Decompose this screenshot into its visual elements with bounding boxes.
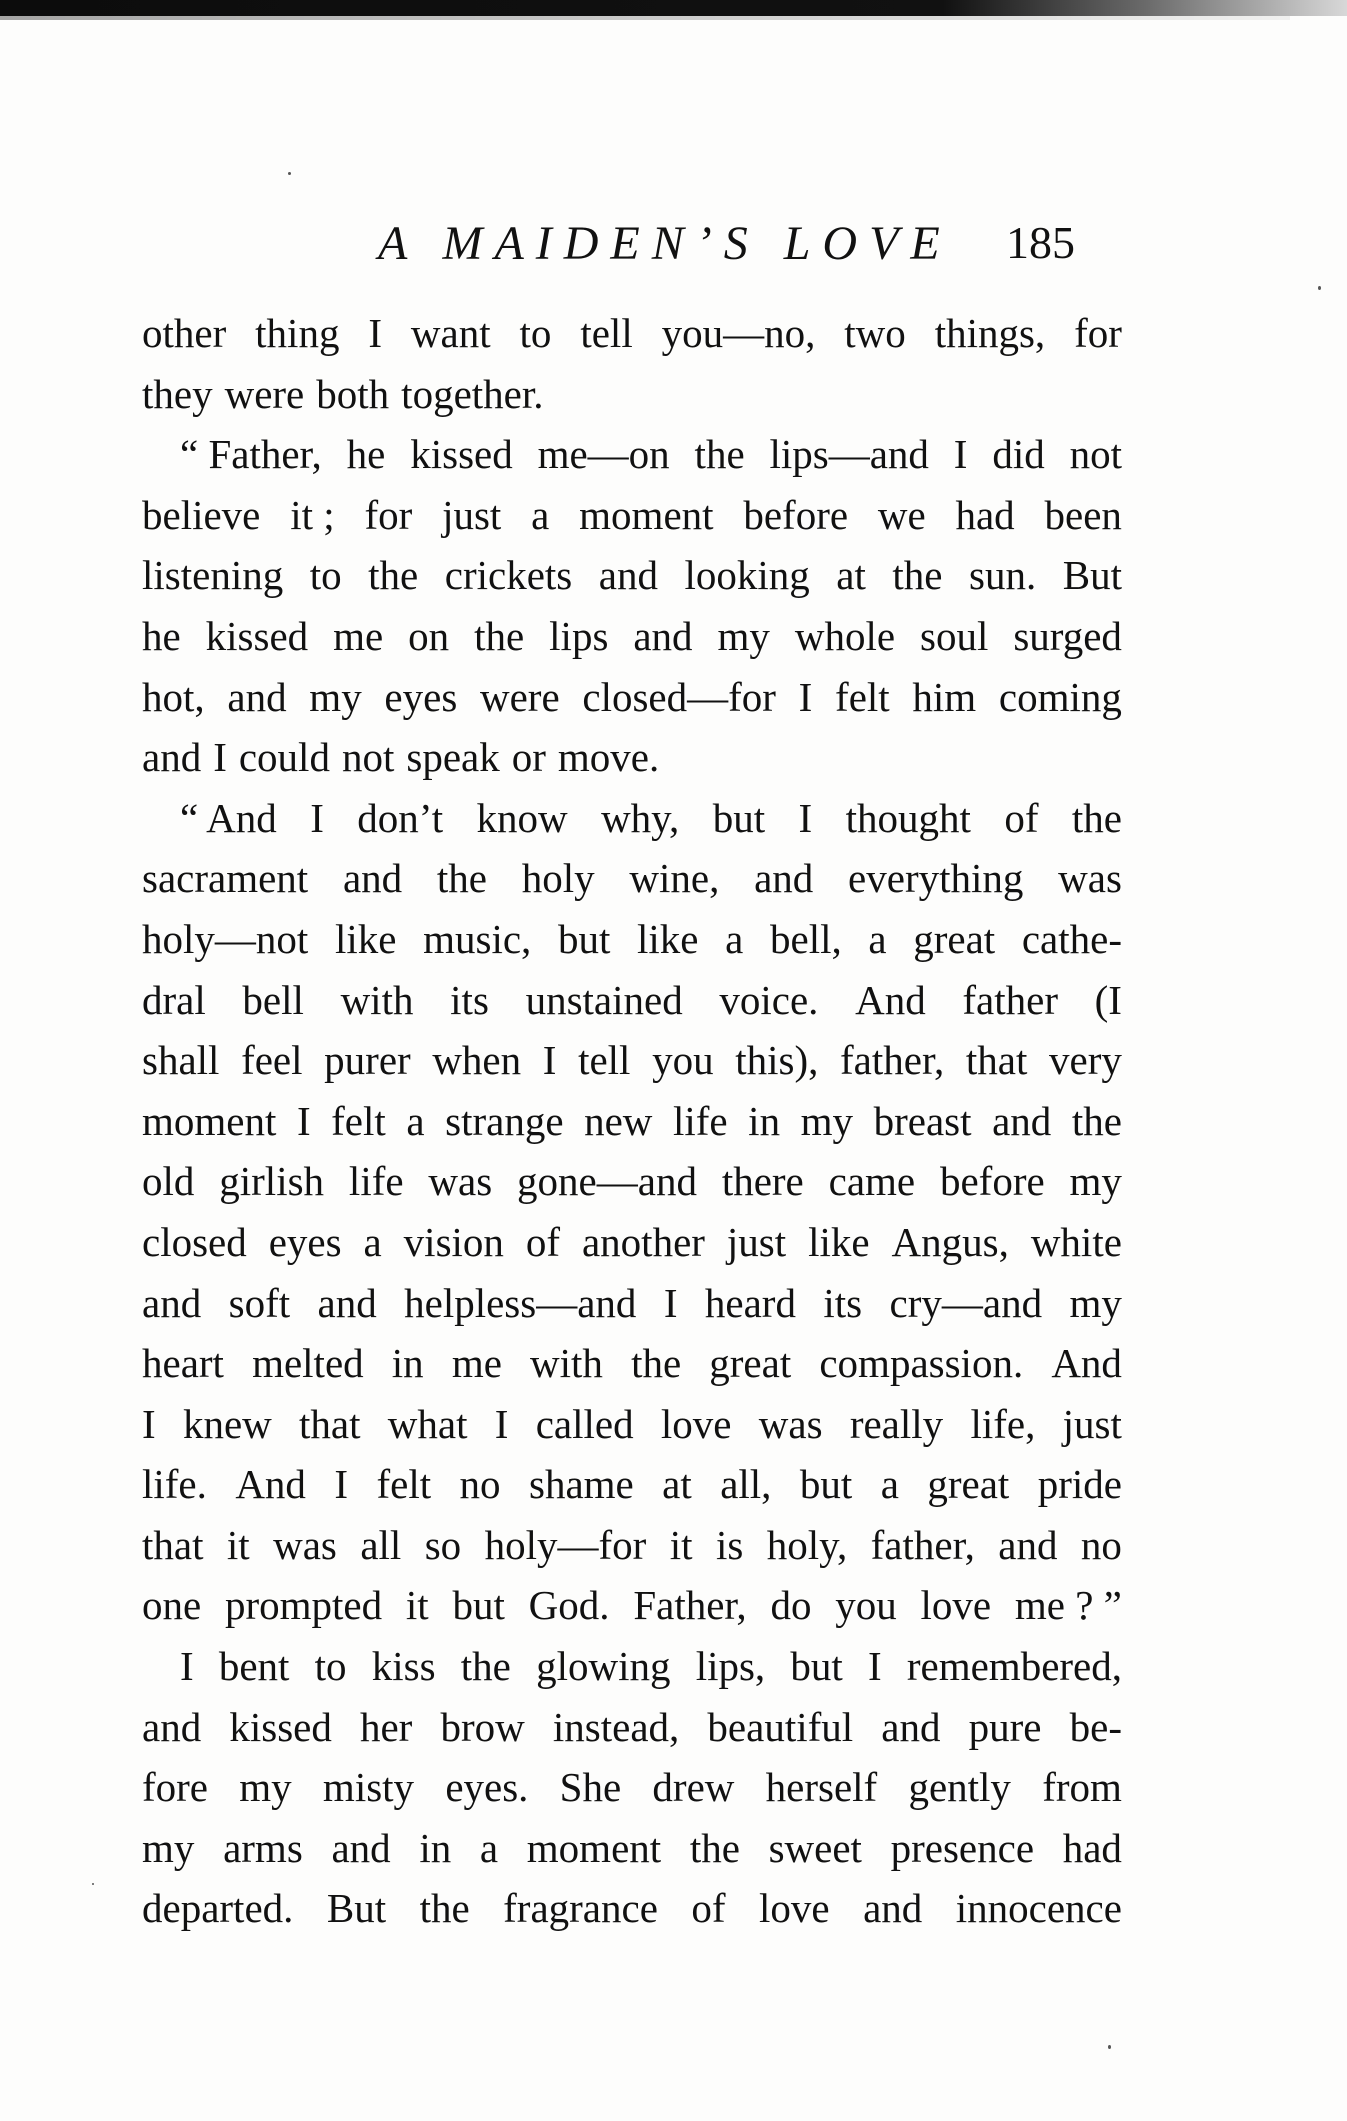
word: pure <box>968 1703 1042 1750</box>
word: it ; <box>290 491 335 538</box>
word: be- <box>1069 1703 1122 1750</box>
word: lips—and <box>769 431 929 478</box>
word: (I <box>1094 976 1122 1023</box>
word: speak <box>406 734 500 781</box>
word: me—on <box>537 431 670 478</box>
word: he <box>346 431 386 478</box>
word: soft <box>228 1279 291 1326</box>
word: or <box>511 734 546 781</box>
word: like <box>334 915 397 962</box>
paper-speck <box>1108 2045 1111 2049</box>
word: but <box>799 1461 853 1508</box>
word: I <box>213 734 227 781</box>
word: crickets <box>444 552 573 599</box>
word: cathe- <box>1021 915 1122 962</box>
word: eyes. <box>445 1764 529 1811</box>
word: gone—and <box>517 1158 697 1205</box>
word: was <box>428 1158 493 1205</box>
word: love <box>759 1885 830 1932</box>
text-line <box>142 970 1122 1031</box>
text-line <box>142 1030 1122 1091</box>
word: felt <box>835 673 890 720</box>
word: whole <box>794 612 896 659</box>
word: hot, <box>142 673 205 720</box>
word: cry—and <box>889 1279 1043 1326</box>
word: a <box>406 1097 425 1144</box>
word: why, <box>601 794 680 841</box>
word: holy—for <box>484 1521 647 1568</box>
word: compassion. <box>819 1340 1024 1387</box>
word: it <box>405 1582 429 1629</box>
word: purer <box>324 1037 411 1084</box>
word: surged <box>1013 612 1122 659</box>
word: But <box>326 1885 387 1932</box>
text-line <box>142 727 1122 788</box>
word: bell, <box>770 915 842 962</box>
word: no <box>1080 1521 1122 1568</box>
word: to <box>519 310 552 356</box>
word: were <box>480 673 560 720</box>
paper-speck <box>1318 286 1321 290</box>
word: all, <box>720 1461 772 1508</box>
word: vision <box>403 1218 504 1265</box>
word: in <box>391 1340 424 1387</box>
text-line <box>142 1454 1122 1515</box>
word: we <box>877 491 926 538</box>
word: a <box>531 491 550 538</box>
word: it <box>226 1521 250 1568</box>
word: girlish <box>219 1158 325 1205</box>
word: at <box>662 1461 692 1508</box>
text-line <box>142 545 1122 606</box>
word: drew <box>652 1764 735 1811</box>
word: he <box>142 612 181 659</box>
word: do <box>770 1582 812 1629</box>
word: with <box>530 1340 603 1387</box>
word: everything <box>848 855 1024 902</box>
text-line <box>142 1575 1122 1636</box>
word: brow <box>440 1703 525 1750</box>
text-line <box>142 1333 1122 1394</box>
paper-speck <box>92 1883 94 1885</box>
word: and <box>998 1521 1058 1568</box>
word: but <box>557 915 611 962</box>
word: gently <box>908 1764 1011 1811</box>
word: so <box>424 1521 462 1568</box>
word: I <box>368 310 383 356</box>
word: lips <box>549 612 609 659</box>
word: wine, <box>629 855 720 902</box>
word: holy, <box>766 1521 848 1568</box>
text-line <box>142 1394 1122 1455</box>
word: there <box>721 1158 804 1205</box>
word: me ? ” <box>1014 1582 1122 1629</box>
word: a <box>725 915 744 962</box>
word: And <box>855 976 926 1023</box>
word: had <box>955 491 1015 538</box>
word: a <box>363 1218 382 1265</box>
word: you—no, <box>661 310 816 356</box>
word: of <box>1004 794 1039 841</box>
word: shall <box>142 1037 220 1084</box>
word: this), <box>735 1037 819 1084</box>
word: kissed <box>229 1703 332 1750</box>
word: to <box>309 552 342 599</box>
text-line <box>142 424 1122 485</box>
word: it <box>669 1521 693 1568</box>
word: could <box>238 734 330 781</box>
word: move. <box>557 734 660 781</box>
word: breast <box>873 1097 972 1144</box>
word: the <box>460 1643 511 1690</box>
word: life. <box>142 1461 207 1508</box>
word: the <box>694 431 745 478</box>
word: instead, <box>552 1703 680 1750</box>
word: coming <box>998 673 1122 720</box>
text-line <box>142 485 1122 546</box>
word: for <box>1074 310 1122 356</box>
word: heard <box>704 1279 796 1326</box>
word: him <box>912 673 977 720</box>
word: not <box>341 734 395 781</box>
word: the <box>436 855 487 902</box>
word: bell <box>242 976 304 1023</box>
word: eyes <box>268 1218 342 1265</box>
word: feel <box>241 1037 303 1084</box>
word: sweet <box>768 1824 862 1871</box>
word: of <box>691 1885 726 1932</box>
word: believe <box>142 491 261 538</box>
word: and <box>633 612 693 659</box>
word: what <box>387 1400 468 1447</box>
word: one <box>142 1582 202 1629</box>
word: was <box>758 1400 823 1447</box>
word: She <box>559 1764 622 1811</box>
text-line <box>142 667 1122 728</box>
word: moment <box>579 491 714 538</box>
word: just <box>442 491 502 538</box>
word: just <box>726 1218 787 1265</box>
text-line <box>142 606 1122 667</box>
word: and <box>317 1279 377 1326</box>
page-number: 185 <box>1006 217 1075 268</box>
word: at <box>836 552 866 599</box>
word: did <box>992 431 1045 478</box>
text-line <box>142 1636 1122 1697</box>
word: its <box>450 976 489 1023</box>
word: when <box>432 1037 522 1084</box>
word: father, <box>840 1037 945 1084</box>
word: closed—for <box>582 673 776 720</box>
word: just <box>1062 1400 1122 1447</box>
word: for <box>364 491 413 538</box>
word: and <box>142 1279 202 1326</box>
word: great <box>927 1461 1010 1508</box>
word: been <box>1044 491 1122 538</box>
word: but <box>712 794 766 841</box>
word: thing <box>255 310 340 356</box>
word: I <box>663 1279 678 1326</box>
word: together. <box>401 370 544 417</box>
word: looking <box>684 552 810 599</box>
word: unstained <box>525 976 683 1023</box>
word: the <box>368 552 419 599</box>
word: But <box>1062 552 1122 599</box>
word: prompted <box>224 1582 383 1629</box>
word: my <box>717 612 770 659</box>
word: both <box>316 370 390 417</box>
word: called <box>535 1400 634 1447</box>
word: the <box>474 612 525 659</box>
word: Angus, <box>891 1218 1009 1265</box>
word: things, <box>934 310 1046 356</box>
word: the <box>1071 1097 1122 1144</box>
word: remembered, <box>906 1643 1122 1690</box>
word: sacrament <box>142 855 309 902</box>
word: really <box>849 1400 944 1447</box>
word: I <box>868 1643 882 1690</box>
word: I <box>542 1037 557 1084</box>
word: me <box>451 1340 502 1387</box>
word: moment <box>142 1097 277 1144</box>
word: very <box>1049 1037 1122 1084</box>
word: holy <box>521 855 595 902</box>
word: know <box>476 794 568 841</box>
word: pride <box>1037 1461 1122 1508</box>
paper-speck <box>288 172 291 175</box>
word: her <box>359 1703 413 1750</box>
word: all <box>360 1521 402 1568</box>
text-line <box>142 848 1122 909</box>
word: a <box>880 1461 899 1508</box>
word: that <box>965 1037 1028 1084</box>
word: you <box>652 1037 714 1084</box>
text-line <box>142 1151 1122 1212</box>
word: I <box>953 431 968 478</box>
word: presence <box>890 1824 1035 1871</box>
word: life <box>672 1097 728 1144</box>
word: the <box>892 552 943 599</box>
word: a <box>479 1824 499 1871</box>
word: and <box>992 1097 1052 1144</box>
word: had <box>1062 1824 1122 1871</box>
word: like <box>637 915 699 962</box>
word: to <box>314 1643 347 1690</box>
word: heart <box>142 1340 224 1387</box>
word: I <box>310 794 324 841</box>
word: me <box>333 612 384 659</box>
word: misty <box>322 1764 415 1811</box>
word: felt <box>331 1097 386 1144</box>
word: want <box>410 310 491 356</box>
text-line <box>142 303 1122 364</box>
word: you <box>835 1582 897 1629</box>
word: on <box>408 612 450 659</box>
word: And <box>235 1461 306 1508</box>
word: its <box>823 1279 863 1326</box>
word: music, <box>423 915 532 962</box>
word: “ Father, <box>180 431 322 478</box>
word: God. <box>528 1582 610 1629</box>
word: was <box>273 1521 337 1568</box>
word: a <box>868 915 887 962</box>
word: fore <box>142 1764 209 1811</box>
word: voice. <box>719 976 819 1023</box>
word: but <box>452 1582 505 1629</box>
word: soul <box>920 612 989 659</box>
word: and <box>342 855 403 902</box>
word: my <box>239 1764 292 1811</box>
word: strange <box>445 1097 564 1144</box>
word: white <box>1030 1218 1122 1265</box>
word: was <box>1058 855 1122 902</box>
word: the <box>419 1885 470 1932</box>
word: great <box>709 1340 792 1387</box>
word: and <box>142 734 202 781</box>
word: love <box>660 1400 732 1447</box>
word: the <box>1071 794 1122 841</box>
word: I <box>180 1643 194 1690</box>
word: holy—not <box>142 915 309 962</box>
word: thought <box>845 794 971 841</box>
text-line <box>142 1273 1122 1334</box>
word: and <box>227 673 287 720</box>
word: my <box>142 1824 195 1871</box>
word: I <box>296 1097 311 1144</box>
word: tell <box>578 1037 631 1084</box>
word: the <box>689 1824 740 1871</box>
word: I <box>494 1400 509 1447</box>
word: felt <box>376 1461 432 1508</box>
word: arms <box>223 1824 303 1871</box>
word: and <box>881 1703 941 1750</box>
word: of <box>525 1218 561 1265</box>
word: bent <box>218 1643 290 1690</box>
word: like <box>808 1218 870 1265</box>
word: I <box>142 1400 156 1447</box>
word: in <box>748 1097 781 1144</box>
word: before <box>743 491 849 538</box>
word: beautiful <box>707 1703 854 1750</box>
word: life <box>348 1158 404 1205</box>
word: no <box>459 1461 501 1508</box>
word: were <box>224 370 305 417</box>
word: innocence <box>955 1885 1122 1932</box>
text-line <box>142 364 1122 425</box>
word: And <box>1051 1340 1122 1387</box>
top-edge-fade <box>0 16 1290 20</box>
word: my <box>800 1097 854 1144</box>
word: and <box>863 1885 923 1932</box>
text-line <box>142 1515 1122 1576</box>
word: moment <box>526 1824 662 1871</box>
word: I <box>798 673 813 720</box>
word: and <box>598 552 658 599</box>
word: my <box>1069 1158 1122 1205</box>
word: and <box>142 1703 202 1750</box>
word: two <box>844 310 906 356</box>
word: but <box>790 1643 843 1690</box>
word: dral <box>142 976 206 1023</box>
word: old <box>142 1158 195 1205</box>
word: new <box>584 1097 653 1144</box>
word: fragrance <box>503 1885 658 1932</box>
word: listening <box>142 552 284 599</box>
word: not <box>1069 431 1122 478</box>
top-edge-shadow <box>0 0 1347 16</box>
word: they <box>142 370 213 417</box>
text-line <box>142 909 1122 970</box>
body-text <box>142 303 1122 1939</box>
word: another <box>581 1218 705 1265</box>
word: shame <box>528 1461 634 1508</box>
word: I <box>798 794 813 841</box>
word: knew <box>182 1400 272 1447</box>
word: Father, <box>633 1582 747 1629</box>
word: tell <box>580 310 633 356</box>
word: my <box>1069 1279 1122 1326</box>
word: came <box>828 1158 916 1205</box>
word: herself <box>765 1764 878 1811</box>
word: don’t <box>357 794 444 841</box>
word: the <box>631 1340 682 1387</box>
word: departed. <box>142 1885 294 1932</box>
word: kissed <box>410 431 513 478</box>
text-line <box>142 1878 1122 1939</box>
word: love <box>920 1582 992 1629</box>
word: great <box>913 915 996 962</box>
word: before <box>939 1158 1045 1205</box>
word: helpless—and <box>404 1279 637 1326</box>
text-line <box>142 1757 1122 1818</box>
word: is <box>715 1521 744 1568</box>
word: melted <box>252 1340 364 1387</box>
running-head <box>378 216 1138 286</box>
word: I <box>334 1461 349 1508</box>
word: lips, <box>695 1643 766 1690</box>
word: eyes <box>384 673 458 720</box>
word: kissed <box>205 612 309 659</box>
word: “ And <box>180 794 277 841</box>
word: closed <box>142 1218 247 1265</box>
word: other <box>142 310 227 356</box>
word: that <box>299 1400 361 1447</box>
word: father <box>962 976 1058 1023</box>
word: sun. <box>969 552 1037 599</box>
running-head-title: A MAIDEN’S LOVE <box>378 217 952 270</box>
word: my <box>309 673 362 720</box>
text-line <box>142 1697 1122 1758</box>
word: with <box>340 976 414 1023</box>
text-line <box>142 1212 1122 1273</box>
word: and <box>754 855 814 902</box>
word: father, <box>870 1521 975 1568</box>
word: that <box>142 1521 204 1568</box>
text-line <box>142 1818 1122 1879</box>
word: life, <box>970 1400 1036 1447</box>
word: and <box>331 1824 391 1871</box>
word: in <box>419 1824 452 1871</box>
text-line <box>142 1091 1122 1152</box>
word: glowing <box>536 1643 671 1690</box>
word: from <box>1042 1764 1122 1811</box>
text-line <box>142 788 1122 849</box>
word: kiss <box>371 1643 436 1690</box>
